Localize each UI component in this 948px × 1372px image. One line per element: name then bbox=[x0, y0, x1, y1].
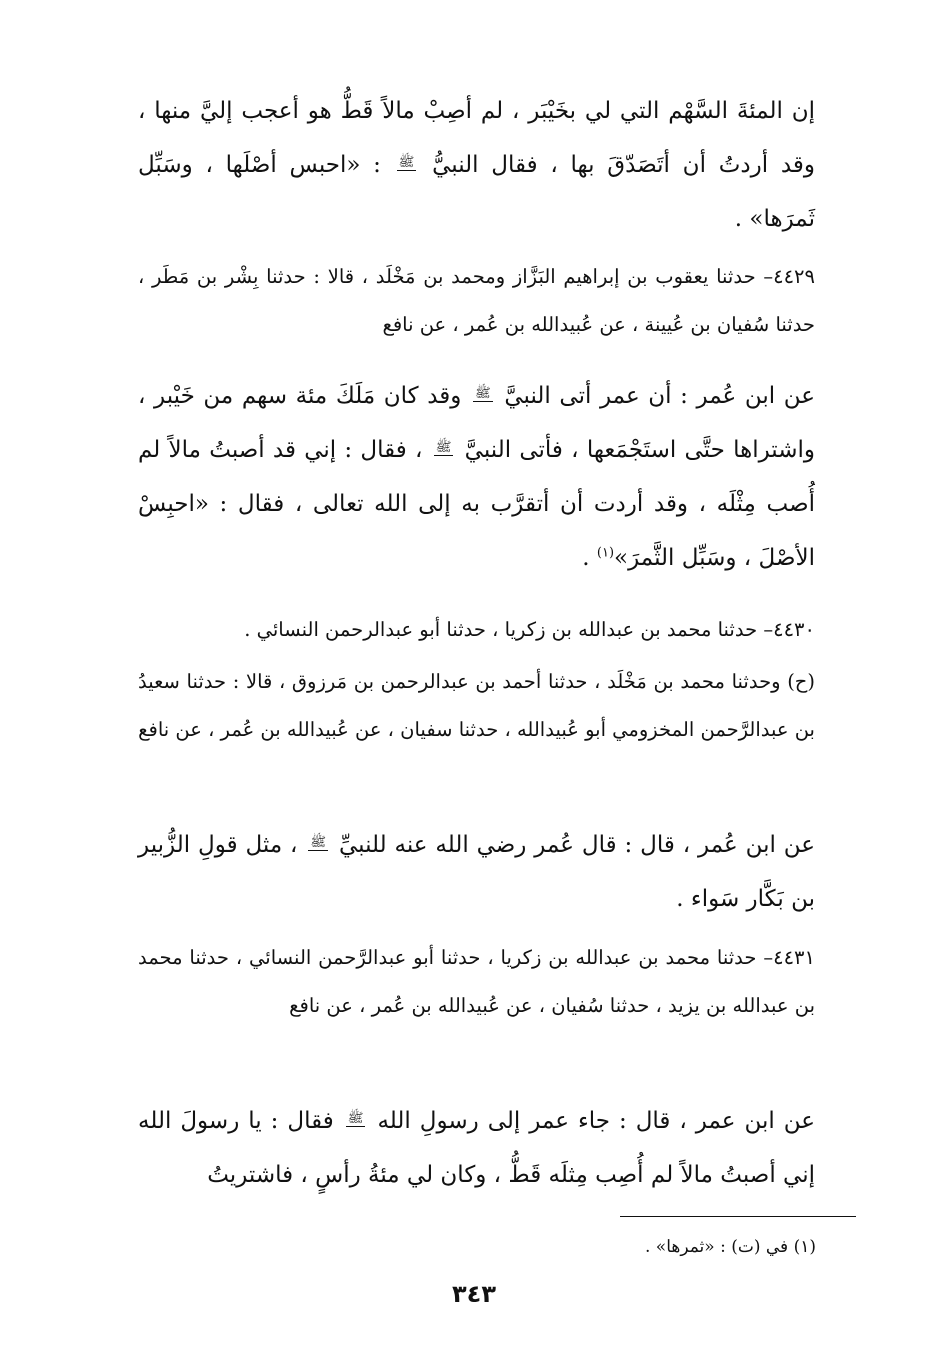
hadith-4429-isnad bbox=[138, 253, 815, 349]
matn-text: : «احبس أصْلَها ، وسَبِّل ثَمرَها» . bbox=[138, 152, 815, 232]
matn-text: . bbox=[582, 545, 590, 571]
hadith-number: ٤٤٣٠– bbox=[763, 618, 815, 641]
footnote: (١) في (ت) : «ثمرها» . bbox=[644, 1237, 816, 1257]
matn-text: فقال : يا رسولَ الله إني أصبتُ مالاً لم أُصِب مِثلَه قَطُّ ، وكان لي مئةُ رأسٍ ، فاشتريتُ bbox=[138, 1108, 815, 1188]
matn-text: وقد كان مَلَكَ مئة سهم من خَيْبر ، واشتراها حتَّى استَجْمَعها ، فأتى النبيَّ bbox=[138, 383, 816, 463]
hadith-4430-isnad bbox=[138, 606, 815, 654]
matn-text: عن ابن عمر ، قال : جاء عمر إلى رسولِ الله bbox=[377, 1108, 815, 1134]
salutation-glyph: ﷺ bbox=[347, 1111, 364, 1126]
isnad-text: (ح) وحدثنا محمد بن مَخْلَد ، حدثنا أحمد بن عبدالرحمن بن مَرزوق ، قالا : حدثنا سعيدُ بن عبدالرَّحمن المخزومي أبو عُبيدالله ، حدثنا سفيان ، عن عُبيدالله بن عُمر ، عن نافع bbox=[138, 670, 815, 741]
salutation-glyph: ﷺ bbox=[398, 155, 415, 170]
hadith-4431-isnad bbox=[138, 934, 815, 1030]
salutation-glyph: ﷺ bbox=[310, 835, 327, 850]
matn-text: عن ابن عُمر : أن عمر أتى النبيَّ bbox=[504, 383, 815, 409]
paragraph-matn-3 bbox=[138, 818, 815, 926]
matn-text: إن المئةَ السَّهْم التي لي بخَيْبَر ، لم أصِبْ مالاً قَطُّ هو أعجب إليَّ منها ، وقد أردتُ أن أتَصَدّقَ بها ، فقال النبيُّ bbox=[138, 98, 815, 178]
isnad-text: حدثنا يعقوب بن إبراهيم البَزَّاز ومحمد بن مَخْلَد ، قالا : حدثنا بِشْر بن مَطَر ، حدثنا سُفيان بن عُيينة ، عن عُبيدالله بن عُمر ، عن نافع bbox=[138, 265, 815, 336]
salutation-glyph: ﷺ bbox=[475, 386, 491, 401]
matn-text: ، مثل قولِ الزُّبير بن بَكَّار سَواء . bbox=[138, 832, 815, 912]
salutation-glyph: ﷺ bbox=[435, 440, 452, 455]
hadith-number: ٤٤٢٩– bbox=[763, 265, 815, 288]
hadith-number: ٤٤٣١– bbox=[763, 946, 815, 969]
matn-text: عن ابن عُمر ، قال : قال عُمر رضي الله عنه للنبيِّ bbox=[338, 832, 816, 858]
paragraph-matn-4 bbox=[138, 1094, 815, 1202]
footnote-divider bbox=[620, 1216, 856, 1217]
isnad-text: حدثنا محمد بن عبدالله بن زكريا ، حدثنا أبو عبدالرَّحمن النسائي ، حدثنا محمد بن عبدالله بن يزيد ، حدثنا سُفيان ، عن عُبيدالله بن عُمر ، عن نافع bbox=[138, 946, 815, 1017]
paragraph-matn-2 bbox=[138, 369, 815, 585]
page-number: ٣٤٣ bbox=[452, 1280, 496, 1308]
paragraph-matn-1 bbox=[138, 84, 815, 246]
isnad-text: حدثنا محمد بن عبدالله بن زكريا ، حدثنا أبو عبدالرحمن النسائي . bbox=[244, 618, 758, 641]
hadith-4430-isnad-second-chain bbox=[138, 658, 815, 754]
matn-text: ، فقال : إني قد أصبتُ مالاً لم أُصب مِثْلَه ، وقد أردت أن أتقرَّب به إلى الله تعالى ، فقال : «احبِسْ الأصْلَ ، وسَبِّل الثَّمرَ» bbox=[138, 437, 815, 571]
footnote-reference: (١) bbox=[596, 545, 615, 561]
